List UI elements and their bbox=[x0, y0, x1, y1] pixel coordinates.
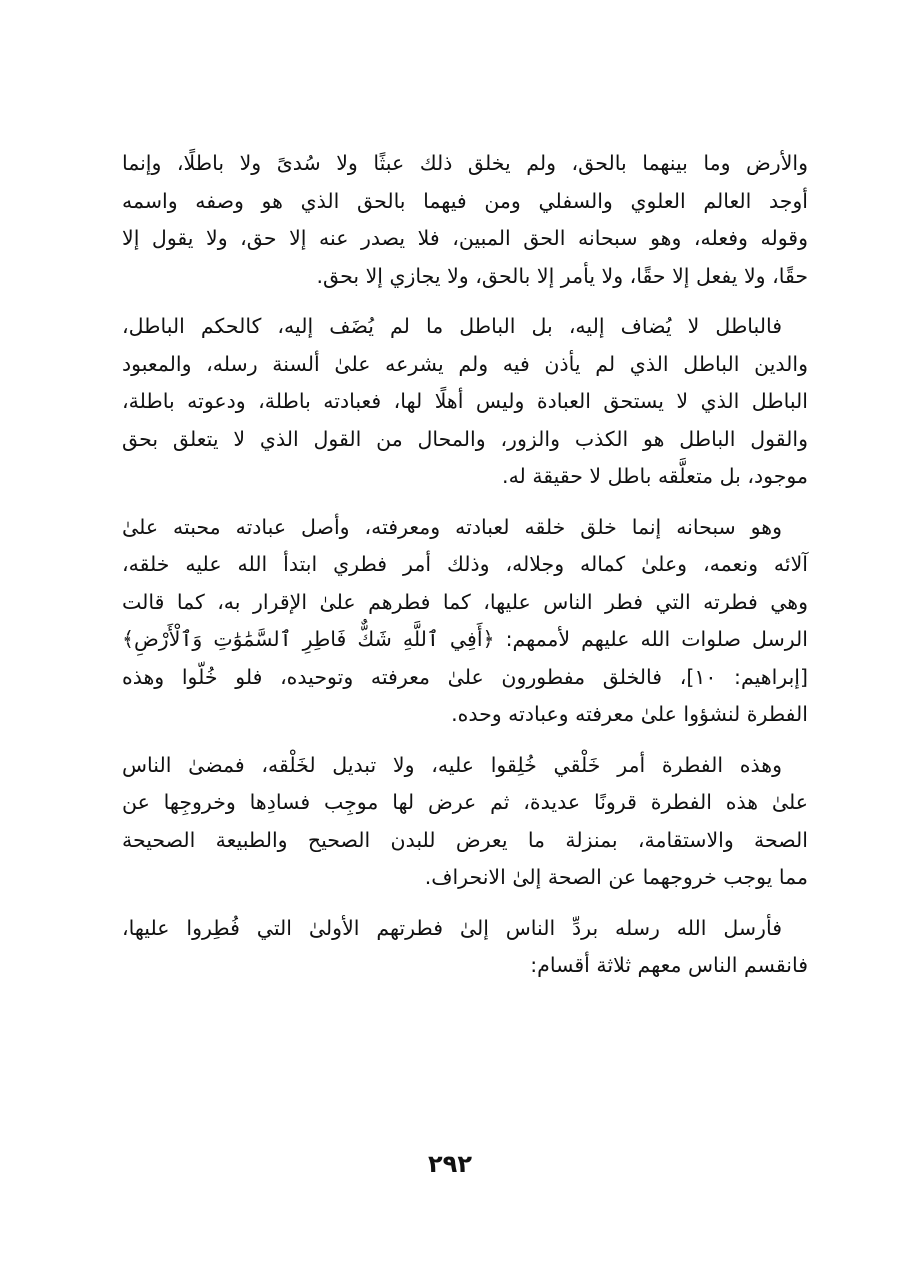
paragraph-1 bbox=[122, 145, 808, 295]
quran-verse-line: الرسل صلوات الله عليهم لأممهم: ﴿أَفِي ٱللَّهِ شَكٌّ فَاطِرِ ٱلسَّمَٰوَٰتِ وَٱلْأَرْضِ﴾ bbox=[122, 627, 808, 651]
page-body bbox=[122, 145, 808, 998]
text-line: والأرض وما بينهما بالحق، ولم يخلق ذلك عبثًا ولا سُدىً ولا باطلًا، وإنما bbox=[122, 151, 808, 175]
text-line: وهي فطرته التي فطر الناس عليها، كما فطرهم علىٰ الإقرار به، كما قالت bbox=[122, 589, 808, 614]
text-line: حقًا، ولا يفعل إلا حقًا، ولا يأمر إلا بالحق، ولا يجازي إلا بحق. bbox=[316, 263, 808, 288]
text-line: فانقسم الناس معهم ثلاثة أقسام: bbox=[530, 953, 808, 977]
text-line: الفطرة لنشؤوا علىٰ معرفته وعبادته وحده. bbox=[451, 702, 808, 726]
page-number: ٢٩٢ bbox=[428, 1150, 472, 1178]
text-line: الباطل الذي لا يستحق العبادة وليس أهلًا لها، فعبادته باطلة، ودعوته باطلة، bbox=[122, 389, 808, 413]
text-line: والقول الباطل هو الكذب والزور، والمحال من القول الذي لا يتعلق بحق bbox=[122, 426, 808, 451]
text-line: مما يوجب خروجهما عن الصحة إلىٰ الانحراف. bbox=[424, 865, 808, 889]
text-line: وقوله وفعله، وهو سبحانه الحق المبين، فلا يصدر عنه إلا حق، ولا يقول إلا bbox=[122, 226, 808, 250]
paragraph-5 bbox=[122, 910, 808, 985]
text-line: موجود، بل متعلَّقه باطل لا حقيقة له. bbox=[502, 464, 808, 488]
paragraph-3 bbox=[122, 509, 808, 734]
paragraph-4 bbox=[122, 747, 808, 897]
text-line: علىٰ هذه الفطرة قرونًا عديدة، ثم عرض لها موجِب فسادِها وخروجِها عن bbox=[122, 790, 808, 814]
text-line: أوجد العالم العلوي والسفلي ومن فيهما بالحق الذي هو وصفه واسمه bbox=[122, 188, 808, 213]
text-line: [إبراهيم: ١٠]، فالخلق مفطورون علىٰ معرفته وتوحيده، فلو خُلّوا وهذه bbox=[122, 664, 808, 689]
text-line: وهو سبحانه إنما خلق خلقه لعبادته ومعرفته، وأصل عبادته محبته علىٰ bbox=[122, 514, 782, 539]
text-line: آلائه ونعمه، وعلىٰ كماله وجلاله، وذلك أمر فطري ابتدأ الله عليه خلقه، bbox=[122, 552, 808, 576]
text-line: الصحة والاستقامة، بمنزلة ما يعرض للبدن الصحيح والطبيعة الصحيحة bbox=[122, 827, 808, 852]
text-line: فالباطل لا يُضاف إليه، بل الباطل ما لم يُضَف إليه، كالحكم الباطل، bbox=[122, 314, 782, 338]
text-line: وهذه الفطرة أمر خَلْقي خُلِقوا عليه، ولا تبديل لخَلْقه، فمضىٰ الناس bbox=[122, 752, 782, 777]
text-line: والدين الباطل الذي لم يأذن فيه ولم يشرعه علىٰ ألسنة رسله، والمعبود bbox=[122, 351, 808, 376]
paragraph-2 bbox=[122, 308, 808, 496]
text-line: فأرسل الله رسله بردِّ الناس إلىٰ فطرتهم الأولىٰ التي فُطِروا عليها، bbox=[122, 915, 782, 940]
